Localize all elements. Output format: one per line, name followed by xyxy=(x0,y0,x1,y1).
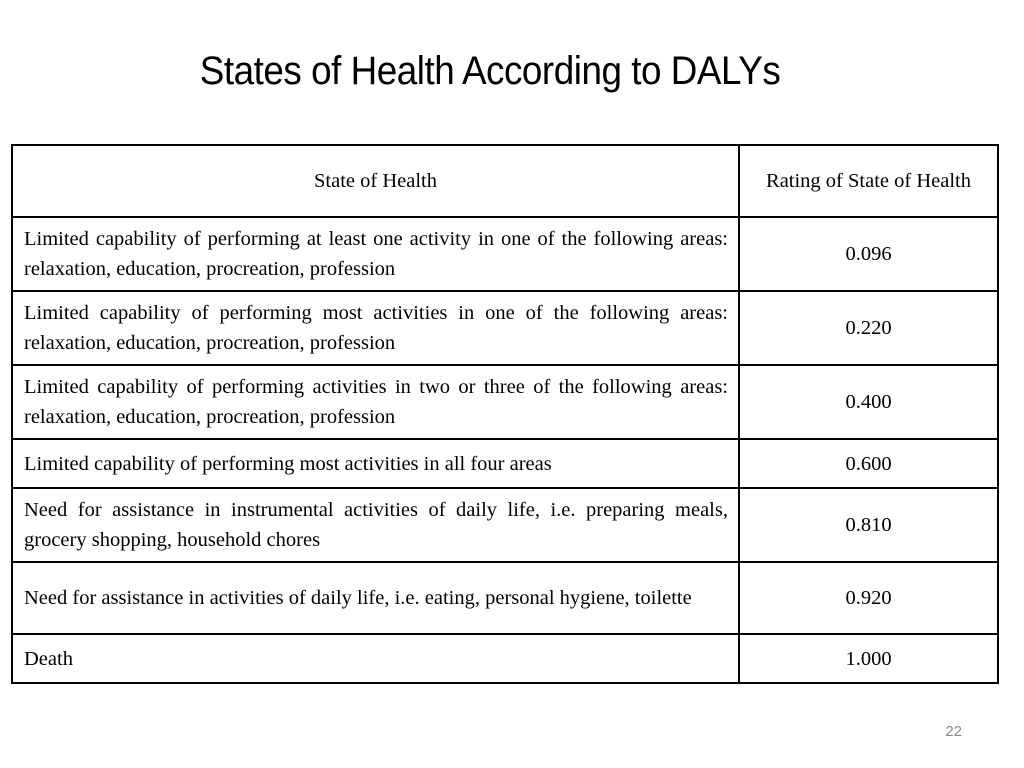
table-row xyxy=(12,439,998,488)
rating-cell: 0.400 xyxy=(739,365,998,439)
table-row xyxy=(12,291,998,365)
rating-cell: 0.810 xyxy=(739,488,998,562)
state-cell: Limited capability of performing most activities in one of the following areas: relaxation, education, procreation, profession xyxy=(12,291,739,365)
state-cell: Need for assistance in instrumental activities of daily life, i.e. preparing meals, grocery shopping, household chores xyxy=(12,488,739,562)
page-number: 22 xyxy=(945,723,962,740)
table-row xyxy=(12,562,998,634)
rating-cell: 0.920 xyxy=(739,562,998,634)
rating-cell: 0.096 xyxy=(739,217,998,291)
table-row xyxy=(12,217,998,291)
state-cell: Need for assistance in activities of daily life, i.e. eating, personal hygiene, toilette xyxy=(12,562,739,634)
slide-title: States of Health According to DALYs xyxy=(199,48,781,93)
rating-cell: 1.000 xyxy=(739,634,998,683)
state-cell: Death xyxy=(12,634,739,683)
state-cell: Limited capability of performing most activities in all four areas xyxy=(12,439,739,488)
table-row xyxy=(12,634,998,683)
rating-cell: 0.220 xyxy=(739,291,998,365)
health-states-table xyxy=(11,144,999,684)
state-cell: Limited capability of performing at least one activity in one of the following areas: relaxation, education, procreation, profession xyxy=(12,217,739,291)
rating-cell: 0.600 xyxy=(739,439,998,488)
column-header-rating: Rating of State of Health xyxy=(739,145,998,217)
column-header-state: State of Health xyxy=(12,145,739,217)
table-row xyxy=(12,365,998,439)
table-row xyxy=(12,488,998,562)
table-header-row xyxy=(12,145,998,217)
state-cell: Limited capability of performing activities in two or three of the following areas: relaxation, education, procreation, profession xyxy=(12,365,739,439)
